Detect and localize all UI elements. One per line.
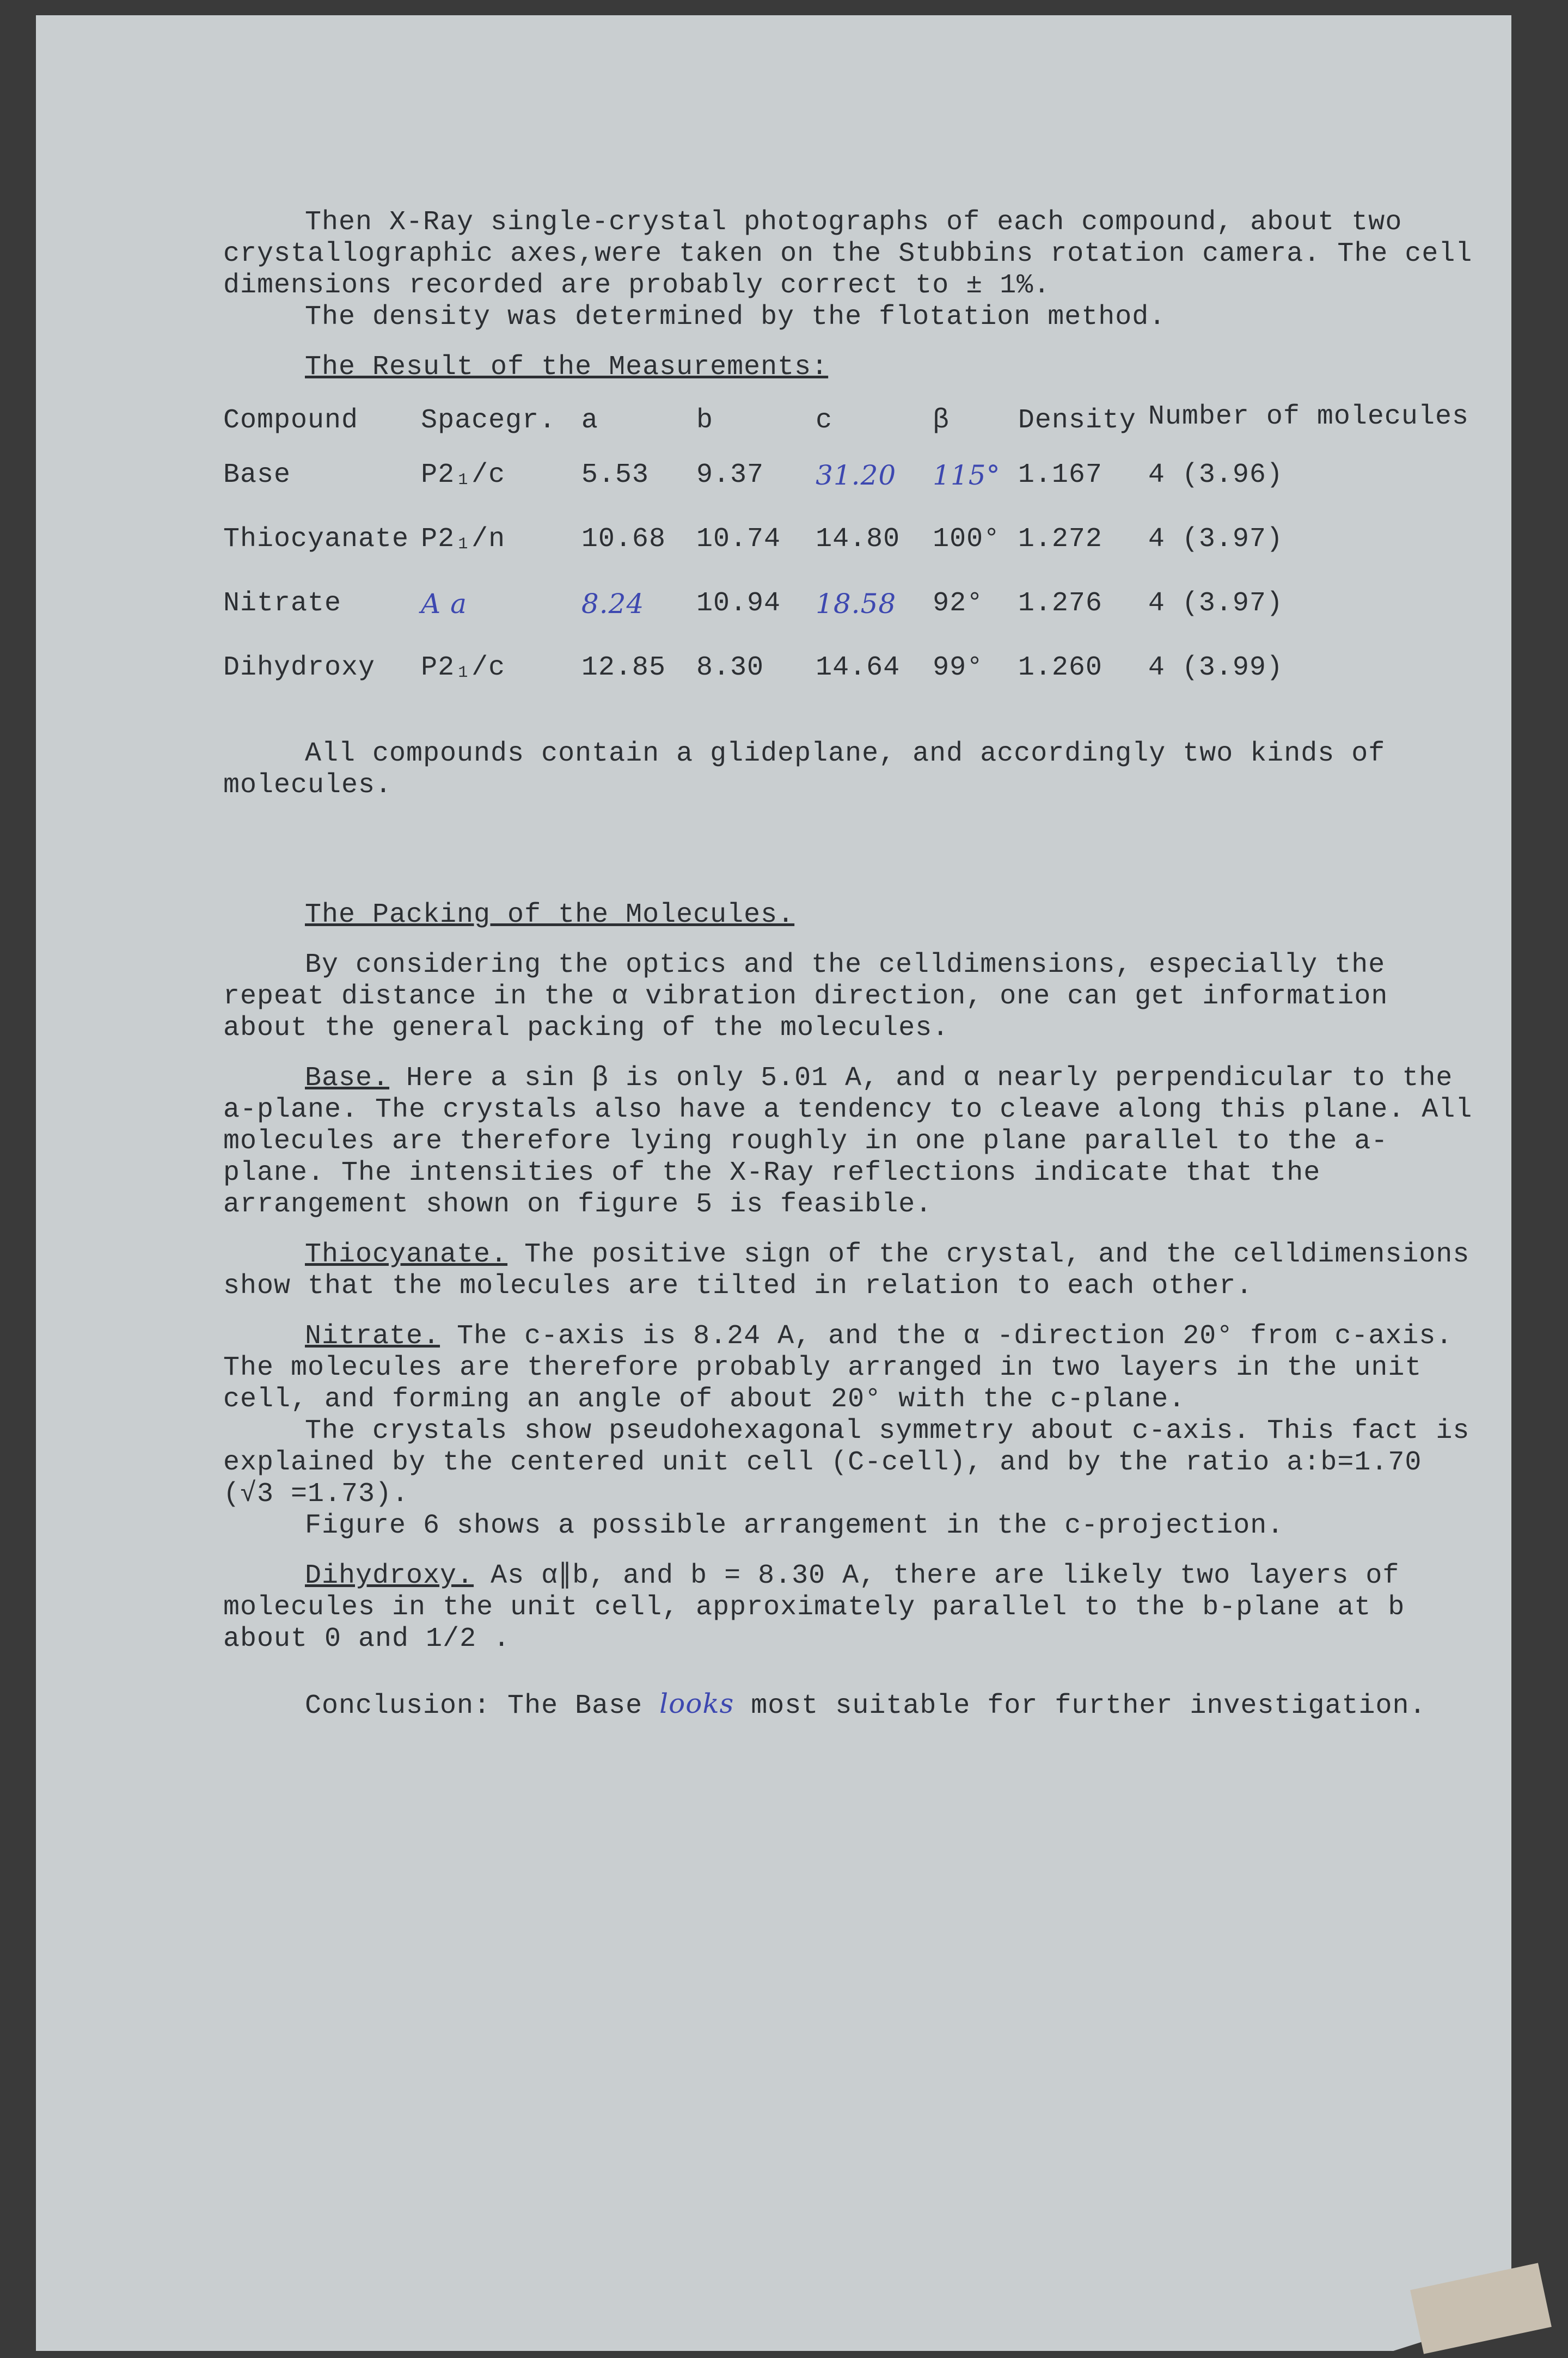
cell-b: 10.74: [696, 524, 781, 555]
cell-compound: Thiocyanate: [223, 524, 409, 555]
header-density: Density: [1018, 405, 1136, 436]
packing-heading: The Packing of the Molecules.: [305, 899, 795, 930]
table-row: [223, 572, 1481, 636]
measurements-table: [223, 401, 1481, 700]
cell-compound: Dihydroxy: [223, 652, 376, 683]
nitrate-paragraph-2: The crystals show pseudohexagonal symmetry about c-axis. This fact is explained by the centered unit cell (C-cell), and by the ratio a:b=1.70 (√3 =1.73).: [223, 1416, 1470, 1510]
table-row: [223, 507, 1481, 572]
cell-number: 4 (3.96): [1148, 460, 1283, 491]
conclusion-handwritten: looks: [659, 1688, 734, 1719]
intro-paragraph-1: Then X-Ray single-crystal photographs of each compound, about two crystallographic axes,were taken on the Stubbins rotation camera. The cell dimensions recorded are probably correct to ± 1%.: [223, 207, 1473, 301]
cell-spacegroup: A a: [421, 588, 467, 620]
thiocyanate-paragraph: [223, 1239, 1481, 1302]
dihydroxy-paragraph: [223, 1560, 1481, 1655]
cell-density: 1.276: [1018, 588, 1102, 619]
header-beta: β: [933, 405, 950, 436]
table-row: [223, 636, 1481, 700]
header-b: b: [696, 405, 713, 436]
cell-number: 4 (3.97): [1148, 588, 1283, 619]
cell-number: 4 (3.97): [1148, 524, 1283, 555]
nitrate-paragraph-3: Figure 6 shows a possible arrangement in the c-projection.: [305, 1510, 1284, 1541]
cell-c: 31.20: [816, 460, 897, 491]
document-body: [223, 207, 1481, 1722]
header-compound: Compound: [223, 405, 359, 436]
cell-b: 9.37: [696, 460, 764, 491]
cell-b: 8.30: [696, 652, 764, 683]
thiocyanate-label: Thiocyanate.: [305, 1239, 508, 1270]
cell-spacegroup: P2₁/n: [421, 524, 506, 555]
dihydroxy-label: Dihydroxy.: [305, 1560, 474, 1591]
nitrate-label: Nitrate.: [305, 1321, 440, 1352]
cell-density: 1.167: [1018, 460, 1102, 491]
cell-beta: 115°: [933, 460, 1001, 491]
conclusion-before: Conclusion: The Base: [305, 1691, 643, 1722]
conclusion-after: most suitable for further investigation.: [751, 1691, 1426, 1722]
table-header-row: [223, 405, 1481, 443]
cell-b: 10.94: [696, 588, 781, 619]
cell-c: 14.64: [816, 652, 901, 683]
cell-a: 5.53: [581, 460, 649, 491]
cell-compound: Nitrate: [223, 588, 342, 619]
table-row: [223, 443, 1481, 507]
cell-beta: 92°: [933, 588, 984, 619]
cell-beta: 99°: [933, 652, 984, 683]
packing-intro-paragraph: By considering the optics and the celldimensions, especially the repeat distance in the α vibration direction, one can get information about the general packing of the molecules.: [223, 950, 1388, 1044]
cell-compound: Base: [223, 460, 291, 491]
intro-paragraph-2: The density was determined by the flotation method.: [305, 302, 1166, 333]
conclusion-paragraph: [223, 1688, 1481, 1722]
cell-a: 12.85: [581, 652, 666, 683]
cell-density: 1.260: [1018, 652, 1102, 683]
cell-a: 10.68: [581, 524, 666, 555]
base-label: Base.: [305, 1063, 390, 1094]
cell-density: 1.272: [1018, 524, 1102, 555]
header-number: Number of molecules: [1148, 401, 1469, 432]
cell-c: 18.58: [816, 588, 897, 620]
results-heading: The Result of the Measurements:: [305, 352, 829, 383]
header-spacegroup: Spacegr.: [421, 405, 556, 436]
glideplane-paragraph: All compounds contain a glideplane, and accordingly two kinds of molecules.: [223, 738, 1386, 801]
header-c: c: [816, 405, 833, 436]
cell-spacegroup: P2₁/c: [421, 460, 506, 491]
base-text: Here a sin β is only 5.01 A, and α nearly perpendicular to the a-plane. The crystals also have a tendency to cleave along this plane. All molecules are therefore lying roughly in one plane parallel to the a-plane. The intensities of the X-Ray reflections indicate that the arrangement shown on figure 5 is feasible.: [223, 1063, 1473, 1220]
cell-c: 14.80: [816, 524, 901, 555]
header-a: a: [581, 405, 598, 436]
nitrate-text: The c-axis is 8.24 A, and the α -direction 20° from c-axis. The molecules are therefore probably arranged in two layers in the unit cell, and forming an angle of about 20° with the c-plane.: [223, 1321, 1453, 1415]
thiocyanate-text: The positive sign of the crystal, and the celldimensions show that the molecules are tilted in relation to each other.: [223, 1239, 1470, 1302]
dihydroxy-text: As α∥b, and b = 8.30 A, there are likely two layers of molecules in the unit cell, approximately parallel to the b-plane at b about 0 and 1/2 .: [223, 1560, 1405, 1655]
nitrate-paragraph: [223, 1321, 1481, 1416]
cell-a: 8.24: [581, 588, 645, 620]
base-paragraph: [223, 1063, 1481, 1221]
cell-number: 4 (3.99): [1148, 652, 1283, 683]
cell-spacegroup: P2₁/c: [421, 652, 506, 683]
cell-beta: 100°: [933, 524, 1001, 555]
